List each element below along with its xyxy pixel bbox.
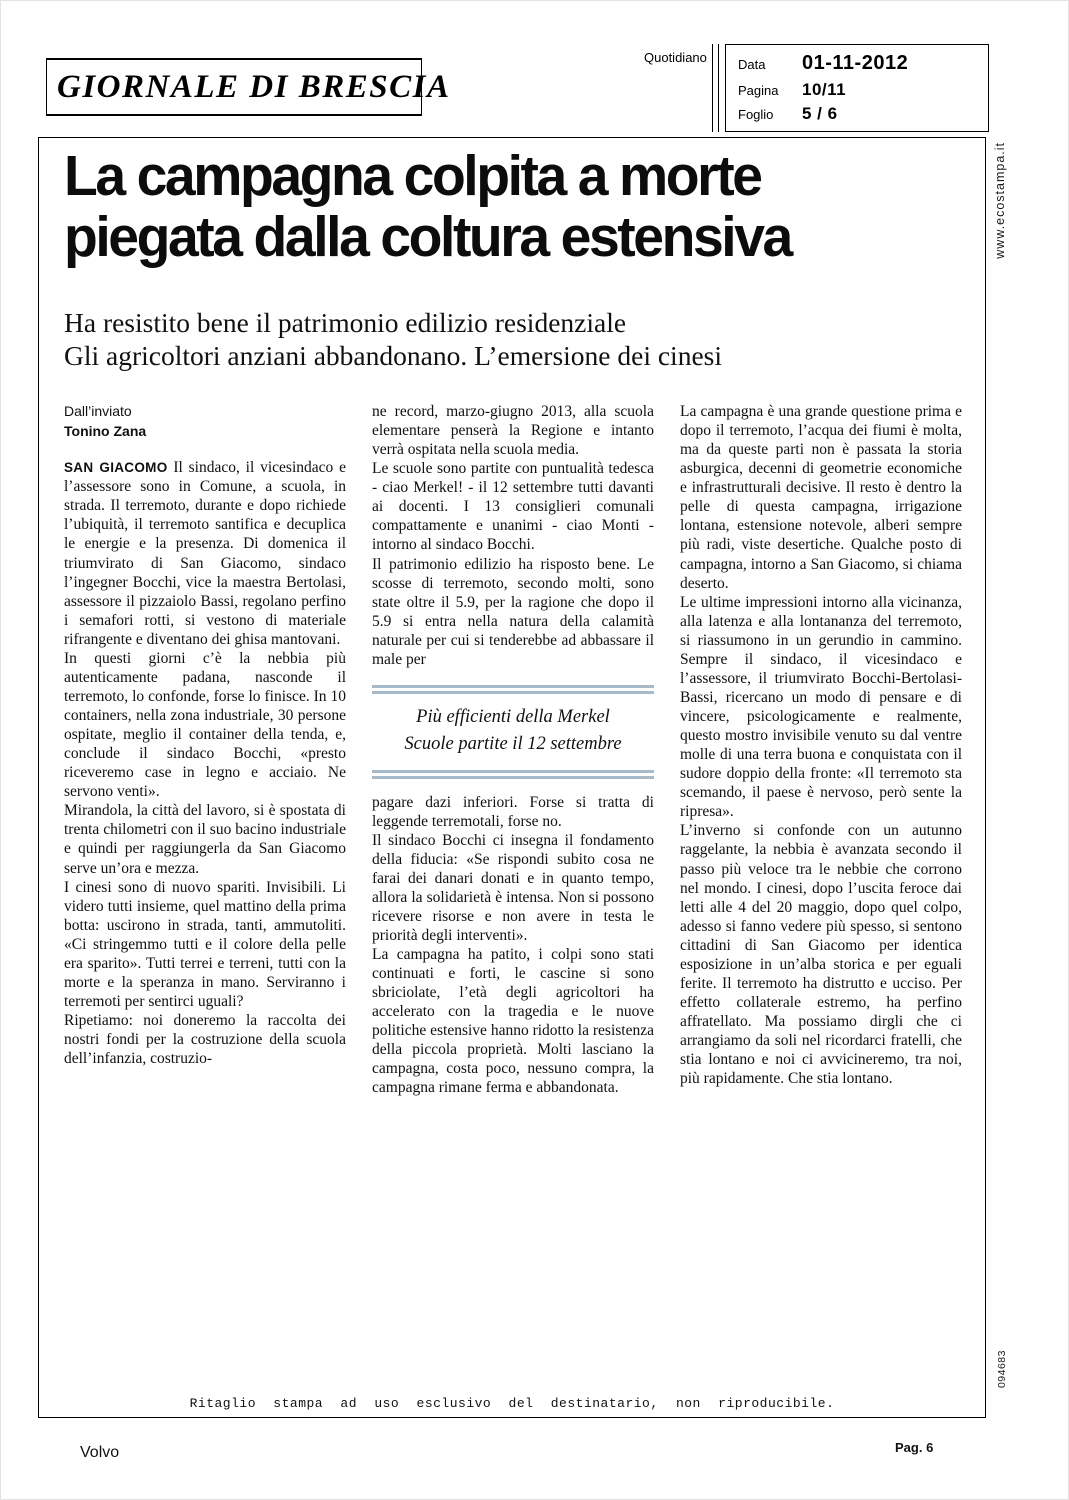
column-1 bbox=[64, 402, 346, 1098]
paragraph: Le ultime impressioni intorno alla vicinanza, alla latenza e alla lontananza del terremoto, si riassumono in un gerundio in cammino. Sempre il sindaco, il vicesindaco e l’assessore, il triumvirato Bocchi-Bertolasi-Bassi, ricercano un modo di pensare e di vincere, psicologicamente e realmente, questo mostro invisibile venuto su dal ventre molle di una terra buona e conquistata con il sudore doppio della fronte: «Il terremoto sta scemando, il paese è nervoso, però sente la ripresa». bbox=[680, 593, 962, 821]
ritaglio-notice: Ritaglio stampa ad uso esclusivo del destinatario, non riproducibile. bbox=[189, 1396, 835, 1411]
column-2 bbox=[372, 402, 654, 1098]
paragraph: Ripetiamo: noi doneremo la raccolta dei nostri fondi per la costruzione della scuola dell’infanzia, costruzio- bbox=[64, 1012, 346, 1068]
pull-quote-rule-top-1 bbox=[372, 685, 654, 688]
paragraph: Il patrimonio edilizio ha risposto bene. Le scosse di terremoto, secondo molti, sono state oltre il 5.9, per la ragione che dopo il 5.9 si entra nella natura della calamità naturale per cui si tenderebbe ad abbassare il male per bbox=[372, 555, 654, 668]
paragraph: pagare dazi inferiori. Forse si tratta di leggende terremotali, forse no. bbox=[372, 793, 654, 830]
info-label-foglio: Foglio bbox=[738, 107, 774, 122]
byline-name: Tonino Zana bbox=[64, 422, 147, 439]
subhead-line-1: Ha resistito bene il patrimonio edilizio residenziale bbox=[64, 307, 627, 338]
article-headline bbox=[64, 146, 927, 268]
info-row-pagina bbox=[738, 80, 976, 100]
paragraph: I cinesi sono di nuovo spariti. Invisibili. Li videro tutti insieme, quel mattino della prima botta: uscirono in strada, tanti, ammutoliti. «Ci stringemmo tutti e il colore della pelle era sparito». Tutti terrei e terreni, tutti con la morte e la speranza in mano. Serviranno i terremoti per sentirci uguali? bbox=[64, 878, 346, 1010]
paragraph: L’inverno si confonde con un autunno raggelante, la nebbia è avanzata secondo il passo più veloce tra le nebbie che corrono nel mondo. I cinesi, dopo l’uscita feroce dai letti alle 4 del 20 maggio, dopo quel colpo, adesso si fanno vedere più spesso, si sentono cittadini di San Giacomo per identica esposizione in un’alba storica e per eguali ferite. Il terremoto ha distrutto e ucciso. Per effetto collaterale estremo, ha perfino affratellato. Ma possiamo dirgli che ci arrangiamo da soli nel ricordarci fratelli, che stia lontano e noi ci avvicineremo, tra noi, più rapidamente. Che stia lontano. bbox=[680, 822, 962, 1088]
brand-name: Volvo bbox=[80, 1444, 120, 1461]
paragraph: Il sindaco Bocchi ci insegna il fondamento della fiducia: «Se rispondi subito cosa ne farai dei danari donati e in quanto tempo, allora la solidarietà è intensa. Non si possono ricevere risorse e non avere in testa le priorità degli interventi». bbox=[372, 831, 654, 944]
ecostampa-url-vertical: www.ecostampa.it bbox=[993, 142, 1007, 259]
dateline-lead-in: SAN GIACOMO bbox=[64, 460, 168, 476]
info-value-pagina: 10/11 bbox=[802, 79, 847, 99]
article-columns bbox=[64, 402, 962, 1098]
masthead-logo: GIORNALE DI BRESCIA bbox=[57, 68, 451, 105]
info-row-data bbox=[738, 52, 976, 75]
article-subhead bbox=[64, 306, 954, 372]
pull-quote-text bbox=[372, 694, 654, 770]
pull-quote-line-1: Più efficienti della Merkel bbox=[416, 706, 610, 727]
page-number: Pag. 6 bbox=[895, 1440, 934, 1455]
paragraph: Mirandola, la città del lavoro, si è spostata di trenta chilometri con il suo bacino industriale e quindi per raggiungerla da San Giacomo serve un’ora e mezza. bbox=[64, 802, 346, 877]
info-row-foglio bbox=[738, 104, 976, 124]
pull-quote-rule-bottom-1 bbox=[372, 770, 654, 773]
clipping-code-vertical: 094683 bbox=[996, 1350, 1008, 1389]
pull-quote bbox=[372, 685, 654, 779]
paragraph: La campagna ha patito, i colpi sono stati continuati e forti, le cascine si sono sbriciolate, l’età degli agricoltori ha accelerato con la tragedia e le nuove politiche estensive hanno ridotto la resistenza della piccola proprietà. Molti lasciano la campagna, costa poco, nessuno compra, la campagna rimane ferma e abbandonata. bbox=[372, 946, 654, 1097]
paragraph-text: Il sindaco, il vicesindaco e l’assessore sono in Comune, a scuola, in strada. Il terremoto, durante e dopo richiede l’ubiquità, il terremoto santifica e decuplica le energie e la presenza. Di domenica il triumvirato di San Giacomo, sindaco l’ingegner Bocchi, vice la maestra Bertolasi, assessore il pizzaiolo Bassi, regolano perfino i semafori rotti, si vestono di materiale rifrangente e diventano dei ghisa mantovani. bbox=[64, 459, 346, 648]
pull-quote-line-2: Scuole partite il 12 settembre bbox=[404, 733, 622, 754]
subhead-line-2: Gli agricoltori anziani abbandonano. L’emersione dei cinesi bbox=[64, 340, 722, 371]
column-3 bbox=[680, 402, 962, 1098]
paragraph: ne record, marzo-giugno 2013, alla scuola elementare penserà la Regione e intanto verrà ospitata nella scuola media. bbox=[372, 403, 654, 459]
masthead-box bbox=[46, 58, 451, 116]
clipping-info-box bbox=[725, 44, 989, 132]
paragraph: La campagna è una grande questione prima e dopo il terremoto, l’acqua dei fiumi è molta, ma da queste parti non è passata la storia asburgica, decenni di geometrie economiche e infrastrutturali decisive. Il resto è dentro la pelle di questa campagna, irrigazione lontana, estensione notevole, alberi sempre più radi, viste desertiche. Qualche posto di campagna, intorno a San Giacomo, si chiama deserto. bbox=[680, 403, 962, 592]
info-label-pagina: Pagina bbox=[738, 82, 779, 98]
byline-role: Dall’inviato bbox=[64, 403, 132, 419]
headline-line-1: La campagna colpita a morte bbox=[64, 144, 761, 208]
info-value-foglio: 5 / 6 bbox=[802, 104, 838, 123]
pull-quote-rule-bottom-2 bbox=[372, 776, 654, 779]
paragraph: Le scuole sono partite con puntualità tedesca - ciao Merkel! - il 12 settembre tutti davanti ai docenti. I 13 consiglieri comunali compattamente e unanimi - ciao Monti - intorno al sindaco Bocchi. bbox=[372, 460, 654, 554]
info-value-data: 01-11-2012 bbox=[802, 52, 909, 74]
info-label-data: Data bbox=[738, 57, 766, 72]
header-double-rule bbox=[712, 44, 719, 132]
paragraph bbox=[64, 458, 346, 649]
paragraph: In questi giorni c’è la nebbia più autenticamente padana, nasconde il terremoto, lo confonde, forse lo finisce. In 10 containers, nella zona industriale, 30 persone ospitate, meglio il container della tenda, e, conclude il sindaco Bocchi, «presto riceveremo case in legno e acciaio. Ne servono venti». bbox=[64, 649, 346, 801]
headline-line-2: piegata dalla coltura estensiva bbox=[64, 204, 791, 269]
byline bbox=[64, 402, 346, 441]
periodicity-label: Quotidiano bbox=[644, 50, 707, 65]
article-frame bbox=[38, 137, 986, 1418]
